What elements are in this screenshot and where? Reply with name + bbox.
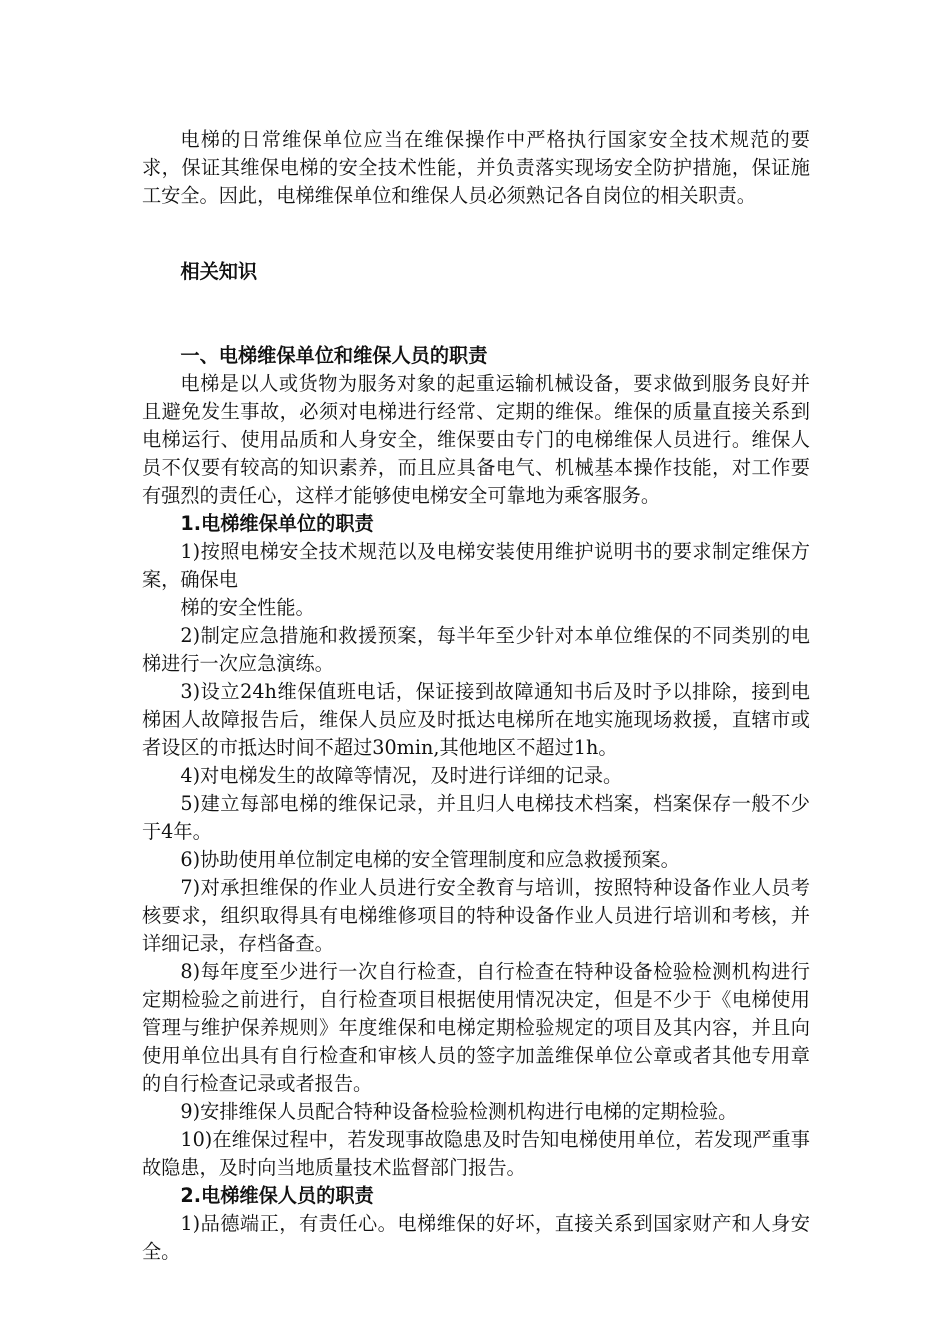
unit-duty-item-6: 6)协助使用单位制定电梯的安全管理制度和应急救援预案。: [180, 848, 680, 871]
unit-duty-item-3: 3)设立24h维保值班电话，保证接到故障通知书后及时予以排除，接到电梯困人故障报告后，维保人员应及时抵达电梯所在地实施现场救援，直辖市或者设区的市抵达时间不超过30min,其他地区不超过1h。: [142, 680, 810, 759]
staff-duty-item-1: 1)品德端正，有责任心。电梯维保的好坏，直接关系到国家财产和人身安全。: [142, 1212, 810, 1263]
unit-duty-item-9: 9)安排维保人员配合特种设备检验检测机构进行电梯的定期检验。: [180, 1100, 738, 1123]
spacer: [142, 210, 810, 258]
staff-duties-heading: 2.电梯维保人员的职责: [180, 1184, 374, 1207]
unit-duties-heading: 1.电梯维保单位的职责: [180, 512, 374, 535]
unit-duty-item-5: 5)建立每部电梯的维保记录，并且归人电梯技术档案，档案保存一般不少于4年。: [142, 792, 810, 843]
unit-duty-item-10: 10)在维保过程中，若发现事故隐患及时告知电梯使用单位，若发现严重事故隐患，及时向当地质量技术监督部门报告。: [142, 1128, 810, 1179]
related-knowledge-heading: 相关知识: [180, 260, 258, 283]
intro-paragraph: 电梯的日常维保单位应当在维保操作中严格执行国家安全技术规范的要求，保证其维保电梯的安全技术性能，并负责落实现场安全防护措施，保证施工安全。因此，电梯维保单位和维保人员必须熟记各自岗位的相关职责。: [142, 128, 810, 207]
document-page: [142, 126, 810, 1266]
section-1-heading: 一、电梯维保单位和维保人员的职责: [180, 344, 488, 367]
spacer: [142, 286, 810, 342]
section-1-body: 电梯是以人或货物为服务对象的起重运输机械设备，要求做到服务良好并且避免发生事故，必须对电梯进行经常、定期的维保。维保的质量直接关系到电梯运行、使用品质和人身安全，维保要由专门的电梯维保人员进行。维保人员不仅要有较高的知识素养，而且应具备电气、机械基本操作技能，对工作要有强烈的责任心，这样才能够使电梯安全可靠地为乘客服务。: [142, 372, 810, 507]
unit-duty-item-1-continued: 梯的安全性能。: [180, 596, 315, 619]
unit-duty-item-7: 7)对承担维保的作业人员进行安全教育与培训，按照特种设备作业人员考核要求，组织取得具有电梯维修项目的特种设备作业人员进行培训和考核，并详细记录，存档备查。: [142, 876, 810, 955]
unit-duty-item-4: 4)对电梯发生的故障等情况，及时进行详细的记录。: [180, 764, 623, 787]
unit-duty-item-8: 8)每年度至少进行一次自行检查，自行检查在特种设备检验检测机构进行定期检验之前进行，自行检查项目根据使用情况决定，但是不少于《电梯使用管理与维护保养规则》年度维保和电梯定期检验规定的项目及其内容，并且向使用单位出具有自行检查和审核人员的签字加盖维保单位公章或者其他专用章的自行检查记录或者报告。: [142, 960, 810, 1095]
unit-duty-item-2: 2)制定应急措施和救援预案，每半年至少针对本单位维保的不同类别的电梯进行一次应急演练。: [142, 624, 810, 675]
unit-duty-item-1: 1)按照电梯安全技术规范以及电梯安装使用维护说明书的要求制定维保方案，确保电: [142, 540, 810, 591]
